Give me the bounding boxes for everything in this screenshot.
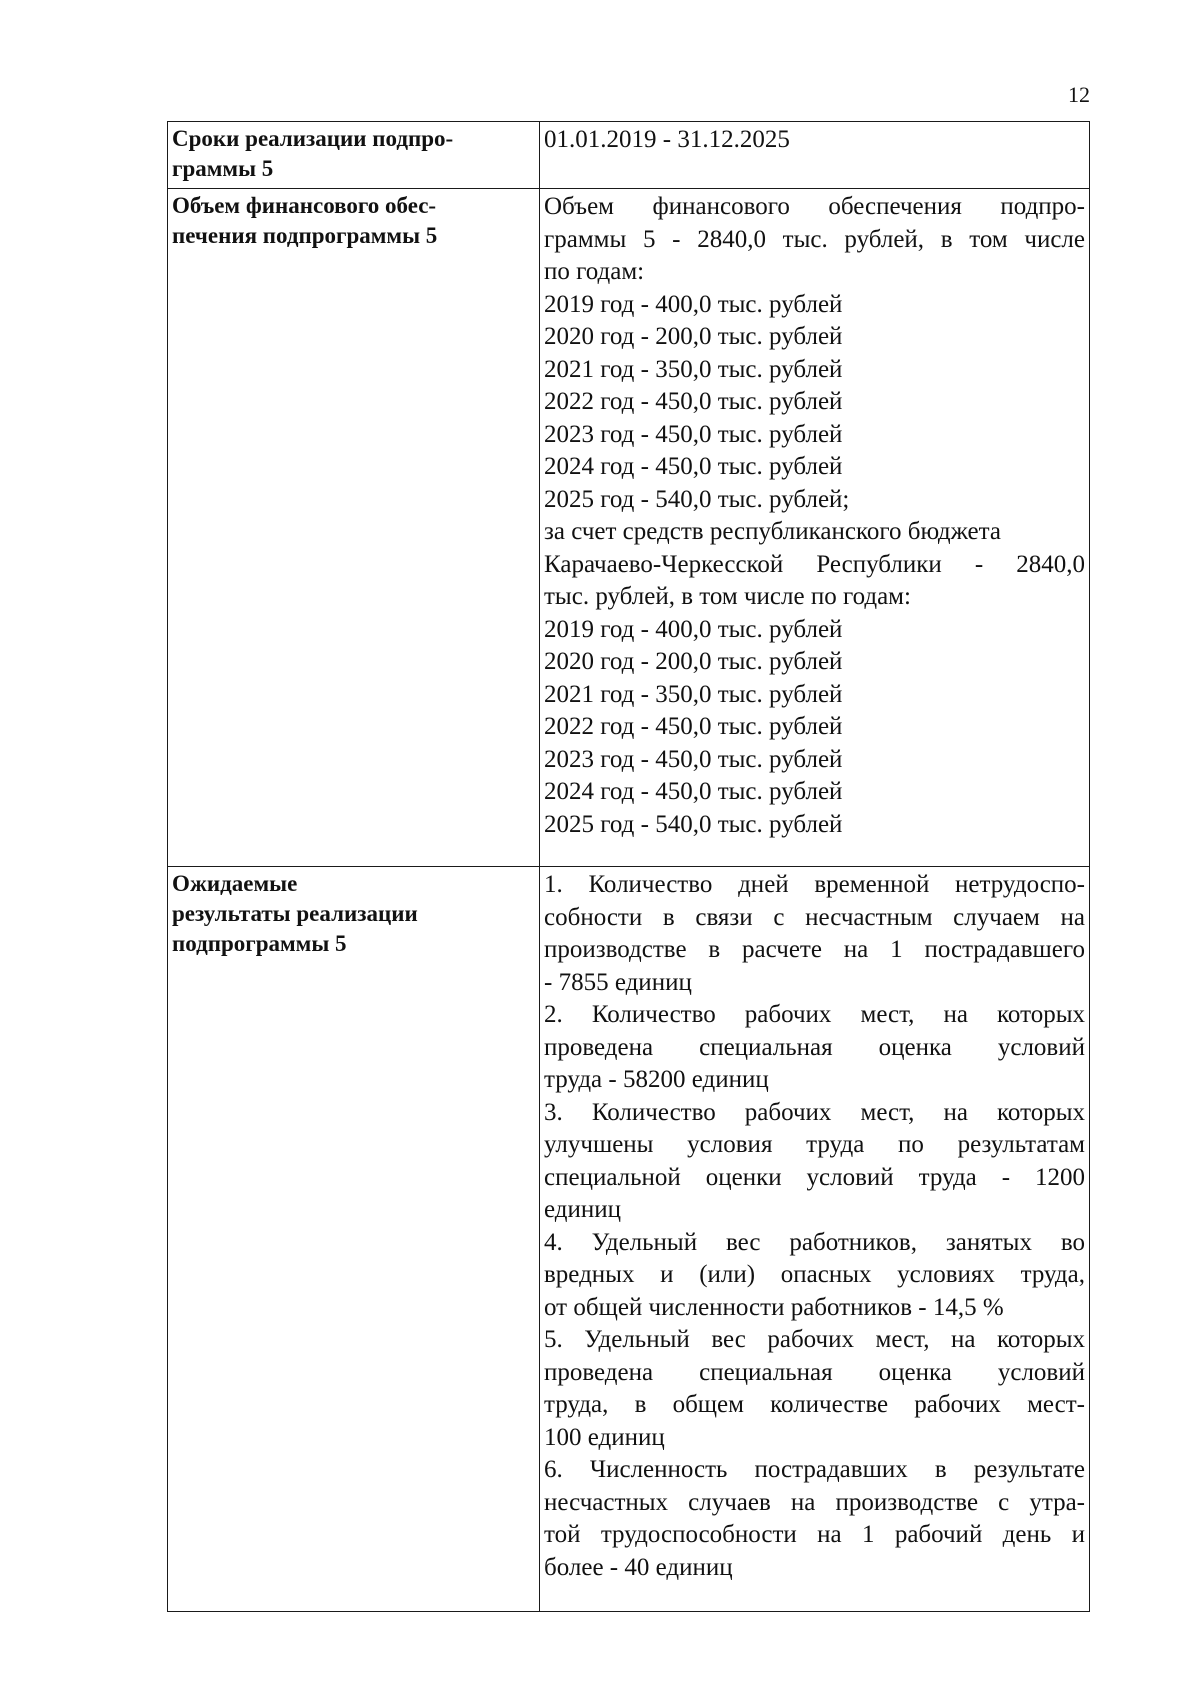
row-value-line: 100 единиц bbox=[544, 1423, 665, 1451]
row-label-line: результаты реализации bbox=[172, 901, 418, 926]
row-value-line: граммы 5 - 2840,0 тыс. рублей, в том числе bbox=[544, 225, 1085, 253]
row-value-line: 5. Удельный вес рабочих мест, на которых bbox=[544, 1326, 1085, 1353]
row-value-line: 2024 год - 450,0 тыс. рублей bbox=[544, 453, 843, 480]
row-value-line: 1. Количество дней временной нетрудоспо- bbox=[544, 871, 1085, 898]
row-label-cell bbox=[168, 867, 540, 1612]
row-value-line: 01.01.2019 - 31.12.2025 bbox=[544, 126, 790, 153]
passport-table bbox=[167, 121, 1090, 1612]
row-label-line: Объем финансового обес- bbox=[172, 193, 437, 218]
page-number: 12 bbox=[1068, 82, 1090, 107]
row-value-line: 2019 год - 400,0 тыс. рублей bbox=[544, 290, 843, 318]
row-value-line: специальной оценки условий труда - 1200 bbox=[544, 1163, 1085, 1191]
row-value-line: за счет средств республиканского бюджета bbox=[544, 518, 1001, 545]
row-value-cell bbox=[540, 122, 1090, 189]
row-label-line: Ожидаемые bbox=[172, 871, 298, 896]
table-row-financing bbox=[168, 189, 1090, 867]
row-value-line: 2025 год - 540,0 тыс. рублей; bbox=[544, 485, 850, 513]
row-value-line: 2025 год - 540,0 тыс. рублей bbox=[544, 810, 843, 838]
row-value-line: единиц bbox=[544, 1196, 622, 1223]
row-value-line: тыс. рублей, в том числе по годам: bbox=[544, 583, 911, 610]
row-value-cell bbox=[540, 189, 1090, 867]
row-value-line: 2020 год - 200,0 тыс. рублей bbox=[544, 323, 843, 350]
row-value-cell bbox=[540, 867, 1090, 1612]
row-value-line: 2019 год - 400,0 тыс. рублей bbox=[544, 615, 843, 643]
row-value-line: - 7855 единиц bbox=[544, 968, 692, 996]
row-value-line: по годам: bbox=[544, 258, 645, 285]
row-value-line: 2023 год - 450,0 тыс. рублей bbox=[544, 420, 843, 448]
row-label-line: подпрограммы 5 bbox=[172, 931, 347, 956]
row-value-line: 3. Количество рабочих мест, на которых bbox=[544, 1098, 1085, 1126]
row-value-line: 6. Численность пострадавших в результате bbox=[544, 1456, 1085, 1483]
row-value-line: 2023 год - 450,0 тыс. рублей bbox=[544, 745, 843, 773]
row-value-line: проведена специальная оценка условий bbox=[544, 1033, 1085, 1061]
row-value-line: труда - 58200 единиц bbox=[544, 1066, 769, 1093]
row-label-cell bbox=[168, 122, 540, 189]
row-value-line: более - 40 единиц bbox=[544, 1553, 733, 1581]
row-value-line: улучшены условия труда по результатам bbox=[544, 1131, 1085, 1158]
row-value-line: Объем финансового обеспечения подпро- bbox=[544, 193, 1085, 220]
row-value-line: 2022 год - 450,0 тыс. рублей bbox=[544, 388, 843, 415]
row-value-line: 2024 год - 450,0 тыс. рублей bbox=[544, 778, 843, 805]
row-value-line: 2020 год - 200,0 тыс. рублей bbox=[544, 648, 843, 675]
row-value-line: производстве в расчете на 1 пострадавшего bbox=[544, 936, 1085, 963]
row-value-line: несчастных случаев на производстве с утра- bbox=[544, 1488, 1085, 1516]
row-value-line: проведена специальная оценка условий bbox=[544, 1358, 1085, 1386]
row-label-line: граммы 5 bbox=[172, 156, 274, 181]
row-value-line: 2021 год - 350,0 тыс. рублей bbox=[544, 680, 843, 708]
row-value-line: 2. Количество рабочих мест, на которых bbox=[544, 1001, 1085, 1028]
row-label-line: Сроки реализации подпро- bbox=[172, 126, 454, 151]
row-value-line: Карачаево-Черкесской Республики - 2840,0 bbox=[544, 550, 1085, 578]
row-value-line: собности в связи с несчастным случаем на bbox=[544, 903, 1085, 931]
row-value-line: той трудоспособности на 1 рабочий день и bbox=[544, 1521, 1085, 1548]
row-value-line: труда, в общем количестве рабочих мест- bbox=[544, 1391, 1085, 1418]
row-value-line: 2022 год - 450,0 тыс. рублей bbox=[544, 713, 843, 740]
table-row-period bbox=[168, 122, 1090, 189]
row-label-cell bbox=[168, 189, 540, 867]
table-row-expected-results bbox=[168, 867, 1090, 1612]
row-label-line: печения подпрограммы 5 bbox=[172, 223, 438, 248]
row-value-line: от общей численности работников - 14,5 % bbox=[544, 1293, 1004, 1321]
row-value-line: 4. Удельный вес работников, занятых во bbox=[544, 1228, 1085, 1256]
row-value-line: вредных и (или) опасных условиях труда, bbox=[544, 1261, 1085, 1288]
row-value-line: 2021 год - 350,0 тыс. рублей bbox=[544, 355, 843, 383]
